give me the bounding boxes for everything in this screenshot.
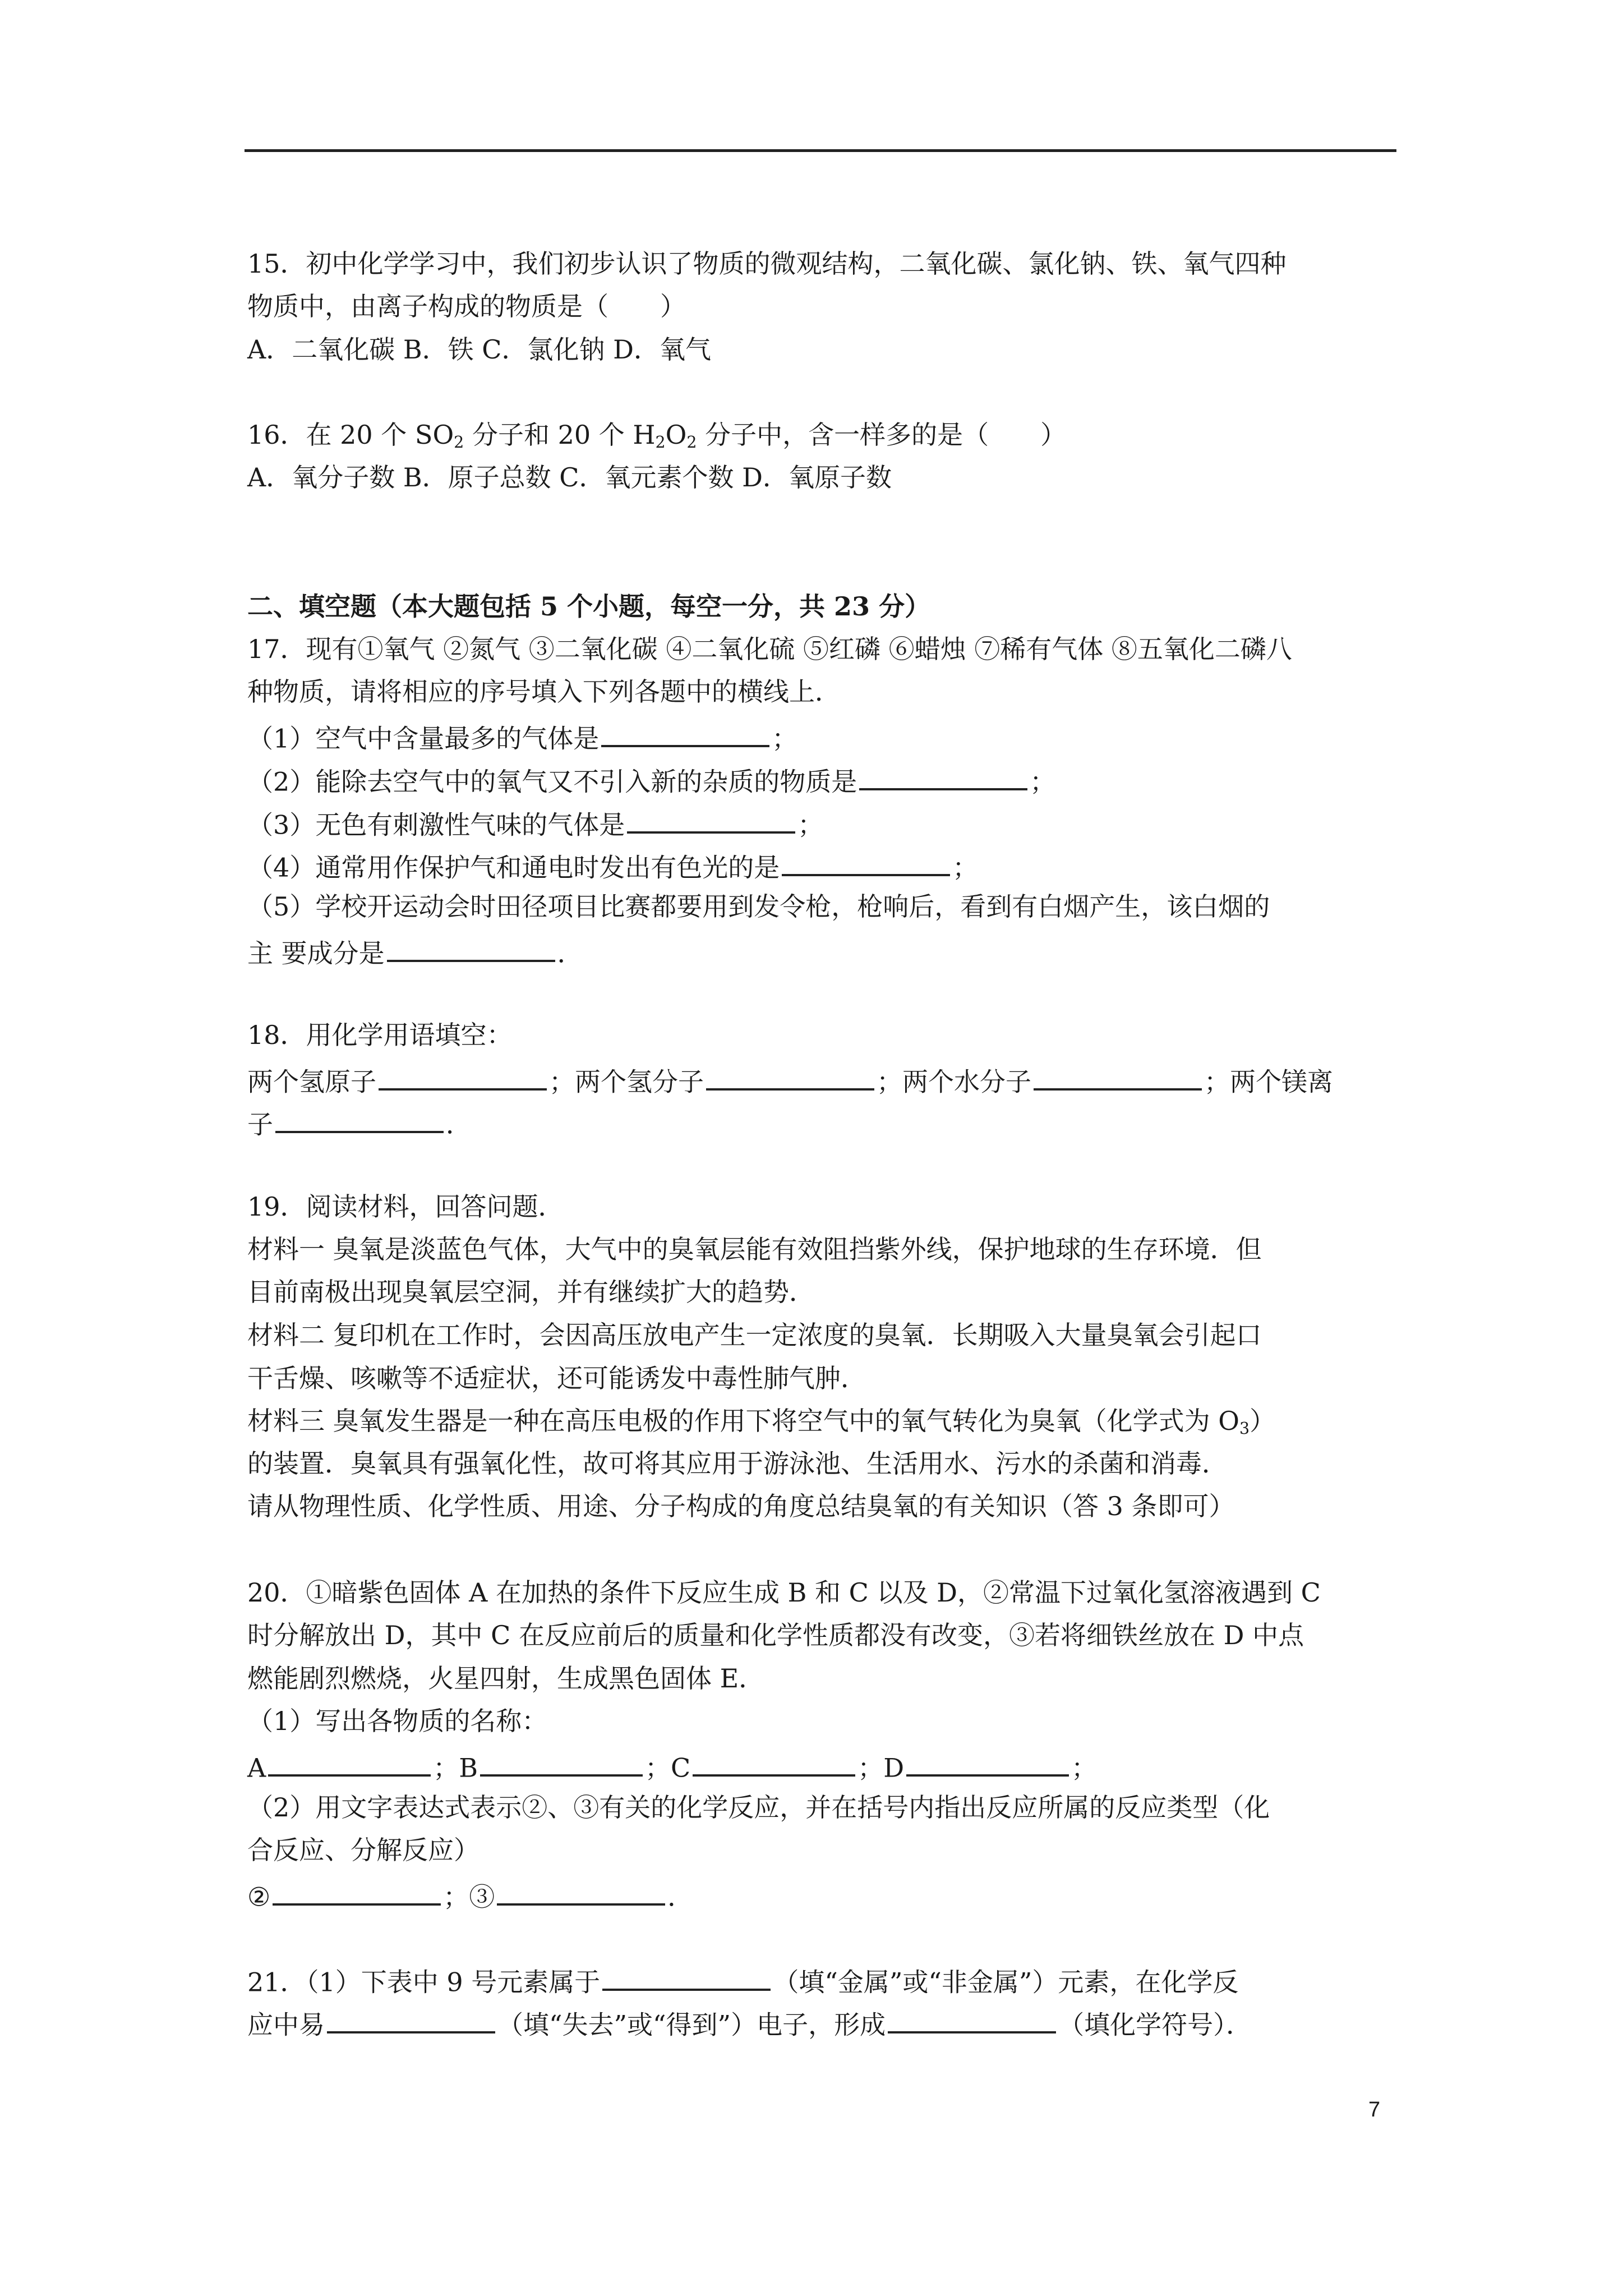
q18-title: 18．用化学用语填空： xyxy=(247,1020,513,1050)
q17-item5-line1: （5）学校开运动会时田径项目比赛都要用到发令枪，枪响后，看到有白烟产生，该白烟的 xyxy=(247,891,1270,922)
answer-blank[interactable] xyxy=(268,1751,431,1777)
answer-blank[interactable] xyxy=(888,2008,1056,2033)
q18-line1: 两个氢原子 ；两个氢分子 ；两个水分子 ；两个镁离 xyxy=(247,1065,1333,1094)
answer-blank[interactable] xyxy=(1034,1065,1202,1091)
page-number: 7 xyxy=(1368,2098,1381,2122)
section-title: 二、填空题（本大题包括 5 个小题，每空一分，共 23 分） xyxy=(247,591,931,622)
q17-item2: （2）能除去空气中的氧气又不引入新的杂质的物质是 ； xyxy=(247,765,1055,794)
q20-item2-line1: （2）用文字表达式表示②、③有关的化学反应，并在括号内指出反应所属的反应类型（化 xyxy=(247,1792,1270,1823)
answer-blank[interactable] xyxy=(480,1751,643,1777)
q20-line3: 燃能剧烈燃烧，火星四射，生成黑色固体 E． xyxy=(247,1663,765,1694)
q20-equations: ② ；③ ． xyxy=(247,1880,693,1910)
answer-blank[interactable] xyxy=(693,1751,855,1777)
q17-item5-line2: 主 要成分是 ． xyxy=(247,937,583,966)
q15-line1: 15．初中化学学习中，我们初步认识了物质的微观结构，二氧化碳、氯化钠、铁、氧气四种 xyxy=(247,249,1287,279)
q19-question: 请从物理性质、化学性质、用途、分子构成的角度总结臭氧的有关知识（答 3 条即可） xyxy=(247,1491,1235,1521)
q19-material3-line2: 的装置．臭氧具有强氧化性，故可将其应用于游泳池、生活用水、污水的杀菌和消毒． xyxy=(247,1448,1228,1479)
q19-material2-line1: 材料二 复印机在工作时，会因高压放电产生一定浓度的臭氧．长期吸入大量臭氧会引起口 xyxy=(247,1320,1262,1350)
q16-options: A．氧分子数 B．原子总数 C．氧元素个数 D．氧原子数 xyxy=(247,462,892,493)
q17-item3: （3）无色有刺激性气味的气体是 ； xyxy=(247,808,823,838)
header-rule xyxy=(245,149,1396,152)
q17-line1: 17．现有①氧气 ②氮气 ③二氧化碳 ④二氧化硫 ⑤红磷 ⑥蜡烛 ⑦稀有气体 ⑧五氧化二磷八 xyxy=(247,634,1292,664)
q20-line1: 20．①暗紫色固体 A 在加热的条件下反应生成 B 和 C 以及 D，②常温下过氧化氢溶液遇到 C xyxy=(247,1577,1321,1608)
q19-material1-line1: 材料一 臭氧是淡蓝色气体，大气中的臭氧层能有效阻挡紫外线，保护地球的生存环境．但 xyxy=(247,1234,1262,1264)
answer-blank[interactable] xyxy=(497,1880,665,1906)
q17-item1: （1）空气中含量最多的气体是 ； xyxy=(247,722,797,751)
answer-blank[interactable] xyxy=(273,1880,441,1906)
q21-line1: 21．（1）下表中 9 号元素属于 （填“金属”或“非金属”）元素，在化学反 xyxy=(247,1966,1238,1995)
q15-options: A．二氧化碳 B．铁 C．氯化钠 D．氧气 xyxy=(247,334,711,365)
q17-item4: （4）通常用作保护气和通电时发出有色光的是 ； xyxy=(247,851,978,880)
q21-line2: 应中易 （填“失去”或“得到”）电子，形成 （填化学符号）． xyxy=(247,2008,1252,2037)
answer-blank[interactable] xyxy=(782,851,950,876)
answer-blank[interactable] xyxy=(906,1751,1069,1777)
answer-blank[interactable] xyxy=(627,808,795,834)
answer-blank[interactable] xyxy=(601,722,769,747)
q15-line2: 物质中，由离子构成的物质是（ ） xyxy=(247,291,686,321)
q19-title: 19．阅读材料，回答问题． xyxy=(247,1191,564,1222)
q18-line2: 子 ． xyxy=(247,1108,472,1137)
q19-material3-line1: 材料三 臭氧发生器是一种在高压电极的作用下将空气中的氧气转化为臭氧（化学式为 $O_3$） xyxy=(247,1406,1276,1438)
answer-blank[interactable] xyxy=(387,937,555,962)
q20-item2-line2: 合反应、分解反应） xyxy=(247,1835,479,1865)
answer-blank[interactable] xyxy=(602,1966,771,1991)
q20-names: A ；B ；C ；D ； xyxy=(247,1751,1097,1780)
answer-blank[interactable] xyxy=(706,1065,874,1091)
q19-material1-line2: 目前南极出现臭氧层空洞，并有继续扩大的趋势． xyxy=(247,1277,815,1307)
answer-blank[interactable] xyxy=(859,765,1027,790)
q20-item1: （1）写出各物质的名称： xyxy=(247,1706,548,1736)
answer-blank[interactable] xyxy=(275,1108,444,1133)
q19-material2-line2: 干舌燥、咳嗽等不适症状，还可能诱发中毒性肺气肿． xyxy=(247,1363,866,1393)
q17-line2: 种物质，请将相应的序号填入下列各题中的横线上． xyxy=(247,677,841,707)
answer-blank[interactable] xyxy=(327,2008,495,2033)
q20-line2: 时分解放出 D，其中 C 在反应前后的质量和化学性质都没有改变，③若将细铁丝放在 D 中点 xyxy=(247,1620,1304,1650)
answer-blank[interactable] xyxy=(379,1065,547,1091)
q16-stem: 16．在 20 个 $SO_2$ 分子和 20 个 $H_2O_2$ 分子中，含一样多的是（ ） xyxy=(247,420,1067,452)
